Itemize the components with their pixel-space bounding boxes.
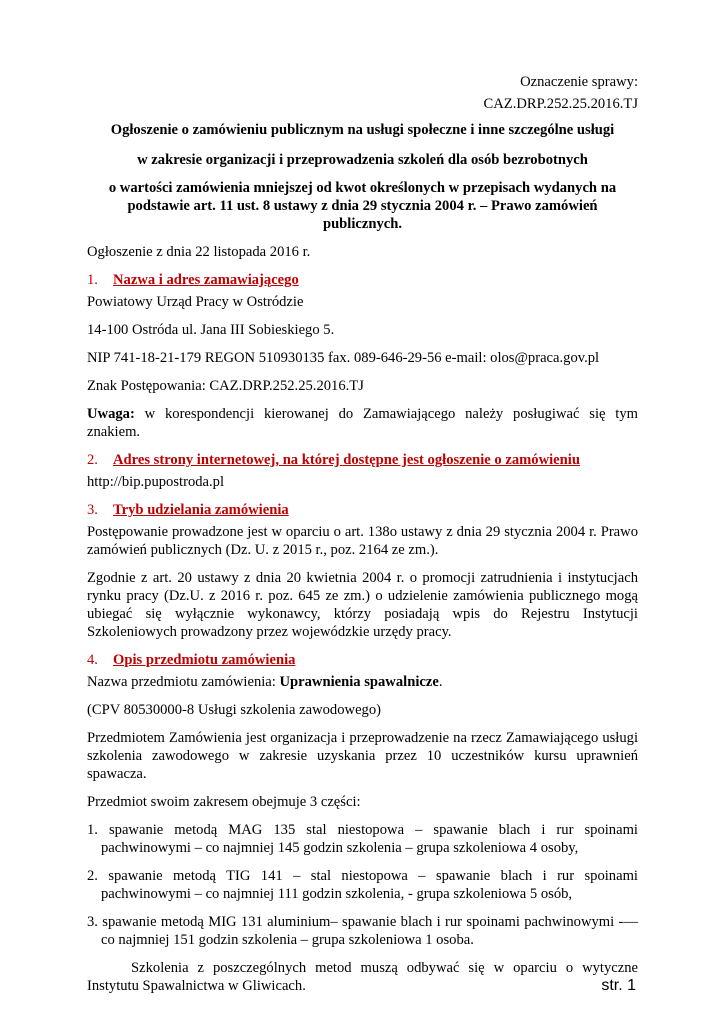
section-2-number: 2. [87,452,98,468]
section-2-heading [87,451,638,469]
subject-name [87,673,638,691]
section-4-title: Opis przedmiotu zamówienia [113,652,296,668]
employer-contact: NIP 741-18-21-179 REGON 510930135 fax. 089-646-29-56 e-mail: olos@praca.gov.pl [87,350,600,366]
case-ref-label: Oznaczenie sprawy: [520,74,638,90]
subject-description: Przedmiotem Zamówienia jest organizacja i przeprowadzenie na rzecz Zamawiającego usługi szkolenia zawodowego w zakresie uzyskania przez 10 uczestników kursu uprawnień spawacza. [87,730,638,782]
subject-name-label: Nazwa przedmiotu zamówienia: [87,674,280,690]
employer-address: 14-100 Ostróda ul. Jana III Sobieskiego 5. [87,322,335,338]
subject-name-value: Uprawnienia spawalnicze [279,674,439,690]
title-line-1: Ogłoszenie o zamówieniu publicznym na usługi społeczne i inne szczególne usługi [110,122,615,138]
list-item: 1. spawanie metodą MAG 135 stal niestopowa – spawanie blach i rur spoinami pachwinowymi – co najmniej 145 godzin szkolenia – grupa szkoleniowa 4 osoby, [87,822,638,856]
cpv-code: (CPV 80530000-8 Usługi szkolenia zawodowego) [87,702,381,718]
list-item: 3. spawanie metodą MIG 131 aluminium– spawanie blach i rur spoinami pachwinowymi -— co najmniej 151 godzin szkolenia – grupa szkoleniowa 1 osoba. [87,914,638,948]
page-number: str. 1 [601,977,636,994]
section-3-heading [87,501,638,519]
note-text: w korespondencji kierowanej do Zamawiającego należy posługiwać się tym znakiem. [87,406,638,440]
section-1-number: 1. [87,272,98,288]
section-1-heading [87,271,638,289]
case-ref-number: CAZ.DRP.252.25.2016.TJ [483,96,638,112]
list-item: 2. spawanie metodą TIG 141 – stal niestopowa – spawanie blach i rur spoinami pachwinowymi – co najmniej 111 godzin szkolenia, - grupa szkoleniowa 5 osób, [87,868,638,902]
section-4-heading [87,651,638,669]
title-line-2: w zakresie organizacji i przeprowadzenia szkoleń dla osób bezrobotnych [137,152,588,168]
title-line-3: o wartości zamówienia mniejszej od kwot określonych w przepisach wydanych na podstawie art. 11 ust. 8 ustawy z dnia 29 stycznia 2004 r. – Prawo zamówień publicznych. [108,180,617,232]
employer-name: Powiatowy Urząd Pracy w Ostródzie [87,294,304,310]
note [87,405,638,441]
scope-list [87,821,638,949]
section-3-title: Tryb udzielania zamówienia [113,502,289,518]
website-url: http://bip.pupostroda.pl [87,474,225,490]
scope-intro: Przedmiot swoim zakresem obejmuje 3 części: [87,794,361,810]
section-1-title: Nazwa i adres zamawiającego [113,272,299,288]
closing-paragraph: Szkolenia z poszczególnych metod muszą odbywać się w oparciu o wytyczne Instytutu Spawalnictwa w Gliwicach. [87,960,638,994]
procedure-paragraph-2: Zgodnie z art. 20 ustawy z dnia 20 kwietnia 2004 r. o promocji zatrudnienia i instytucjach rynku pracy (Dz.U. z 2016 r. poz. 645 ze zm.) o udzielenie zamówienia publicznego mogą ubiegać się wyłącznie wykonawcy, którzy posiadają wpis do Rejestru Instytucji Szkoleniowych prowadzony przez wojewódzkie urzędy pracy. [87,570,638,640]
section-2-title: Adres strony internetowej, na której dostępne jest ogłoszenie o zamówieniu [113,452,580,468]
section-4-number: 4. [87,652,98,668]
note-label: Uwaga: [87,406,135,422]
section-3-number: 3. [87,502,98,518]
case-mark: Znak Postępowania: CAZ.DRP.252.25.2016.TJ [87,378,364,394]
subject-name-end: . [438,674,443,690]
announcement-date: Ogłoszenie z dnia 22 listopada 2016 r. [87,244,311,260]
procedure-paragraph-1: Postępowanie prowadzone jest w oparciu o art. 138o ustawy z dnia 29 stycznia 2004 r. Prawo zamówień publicznych (Dz. U. z 2015 r., poz. 2164 ze zm.). [87,524,638,558]
document-body [87,73,638,995]
